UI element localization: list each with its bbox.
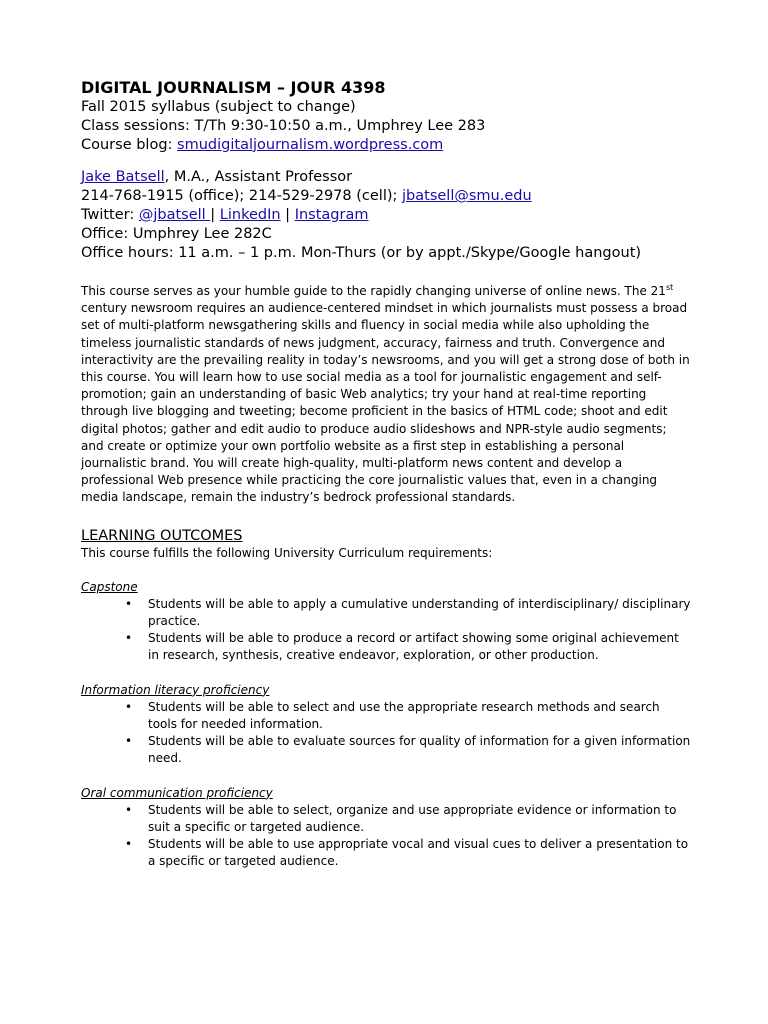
syllabus-body — [81, 283, 691, 871]
bullet-icon: • — [125, 631, 133, 646]
category-title: Capstone — [81, 579, 138, 594]
syllabus-header — [81, 78, 741, 262]
course-blog-link[interactable]: smudigitaljournalism.wordpress.com — [177, 136, 444, 153]
description-part-2: century newsroom requires an audience-centered mindset in which journalists must possess a broad set of multi-platform newsgathering skills and fluency in social media while also upholding the timeless journalistic standards of news judgment, accuracy, fairness and truth. Convergence and interactivity are the prevailing reality in today’s newsrooms, and you will get a strong dose of both in this course. You will learn how to use social media as a tool for journalistic engagement and self-promotion; gain an understanding of basic Web analytics; try your hand at real-time reporting through live blogging and tweeting; become proficient in the basics of HTML code; shoot and edit digital photos; gather and edit audio to produce audio slideshows and NPR-style audio segments; and create or optimize your own portfolio website as a first step in establishing a personal journalistic brand. You will create high-quality, multi-platform news content and develop a professional Web presence while practicing the core journalistic values that, even in a changing media landscape, remain the industry’s bedrock professional standards. — [81, 301, 690, 505]
list-item — [81, 802, 691, 836]
learning-outcomes-intro: This course fulfills the following University Curriculum requirements: — [81, 545, 493, 560]
twitter-label: Twitter: — [81, 206, 139, 223]
list-item-text: Students will be able to evaluate sources for quality of information for a given information need. — [148, 734, 691, 766]
course-title: DIGITAL JOURNALISM – JOUR 4398 — [81, 78, 386, 97]
phone-numbers: 214-768-1915 (office); 214-529-2978 (cell); — [81, 188, 403, 205]
linkedin-link[interactable]: LinkedIn — [219, 206, 281, 223]
email-link[interactable]: jbatsell@smu.edu — [402, 188, 532, 205]
outcome-list — [81, 802, 691, 871]
superscript-st: st — [665, 283, 674, 292]
office-line: Office: Umphrey Lee 282C — [81, 225, 272, 242]
list-item — [81, 836, 691, 870]
outcome-list — [81, 596, 691, 665]
list-item-text: Students will be able to produce a record or artifact showing some original achievement in research, synthesis, creative endeavor, exploration, or other production. — [148, 631, 679, 663]
bullet-icon: • — [125, 837, 133, 852]
list-item — [81, 733, 691, 767]
instructor-title: , M.A., Assistant Professor — [164, 169, 353, 186]
term-line: Fall 2015 syllabus (subject to change) — [81, 99, 356, 115]
instructor-line — [81, 168, 741, 187]
instructor-block — [81, 168, 741, 262]
bullet-icon: • — [125, 734, 133, 749]
bullet-icon: • — [125, 699, 133, 714]
bullet-icon: • — [125, 802, 133, 817]
separator: | — [280, 206, 295, 223]
course-blog-label: Course blog: — [81, 136, 178, 153]
class-sessions-line: Class sessions: T/Th 9:30-10:50 a.m., Umphrey Lee 283 — [81, 117, 486, 134]
social-line — [81, 206, 741, 225]
list-item-text: Students will be able to select, organize and use appropriate evidence or information to suit a specific or targeted audience. — [148, 802, 677, 835]
list-item-text: Students will be able to apply a cumulative understanding of interdisciplinary/ disciplinary practice. — [148, 596, 691, 629]
phone-line — [81, 187, 741, 206]
instagram-link[interactable]: Instagram — [294, 206, 369, 223]
list-item-text: Students will be able to use appropriate vocal and visual cues to deliver a presentation to a specific or targeted audience. — [148, 837, 689, 869]
list-item — [81, 699, 691, 733]
list-item — [81, 596, 691, 630]
learning-outcomes-heading: LEARNING OUTCOMES — [81, 527, 243, 544]
separator: | — [210, 206, 220, 223]
category-title: Information literacy proficiency — [81, 682, 270, 697]
description-part-1: This course serves as your humble guide to the rapidly changing universe of online news. The 21 — [81, 284, 666, 298]
outcome-category-information-literacy — [81, 682, 691, 768]
twitter-link[interactable]: @jbatsell — [138, 206, 211, 223]
outcome-list — [81, 699, 691, 768]
category-title: Oral communication proficiency — [81, 785, 273, 800]
outcome-category-oral-communication — [81, 785, 691, 871]
list-item — [81, 630, 691, 664]
course-blog-line — [81, 136, 741, 155]
outcome-category-capstone — [81, 579, 691, 665]
instructor-name-link[interactable]: Jake Batsell — [81, 169, 165, 186]
office-hours-line: Office hours: 11 a.m. – 1 p.m. Mon-Thurs (or by appt./Skype/Google hangout) — [81, 244, 642, 261]
bullet-icon: • — [125, 596, 133, 611]
list-item-text: Students will be able to select and use the appropriate research methods and search tools for needed information. — [148, 699, 660, 732]
course-description — [81, 283, 691, 507]
